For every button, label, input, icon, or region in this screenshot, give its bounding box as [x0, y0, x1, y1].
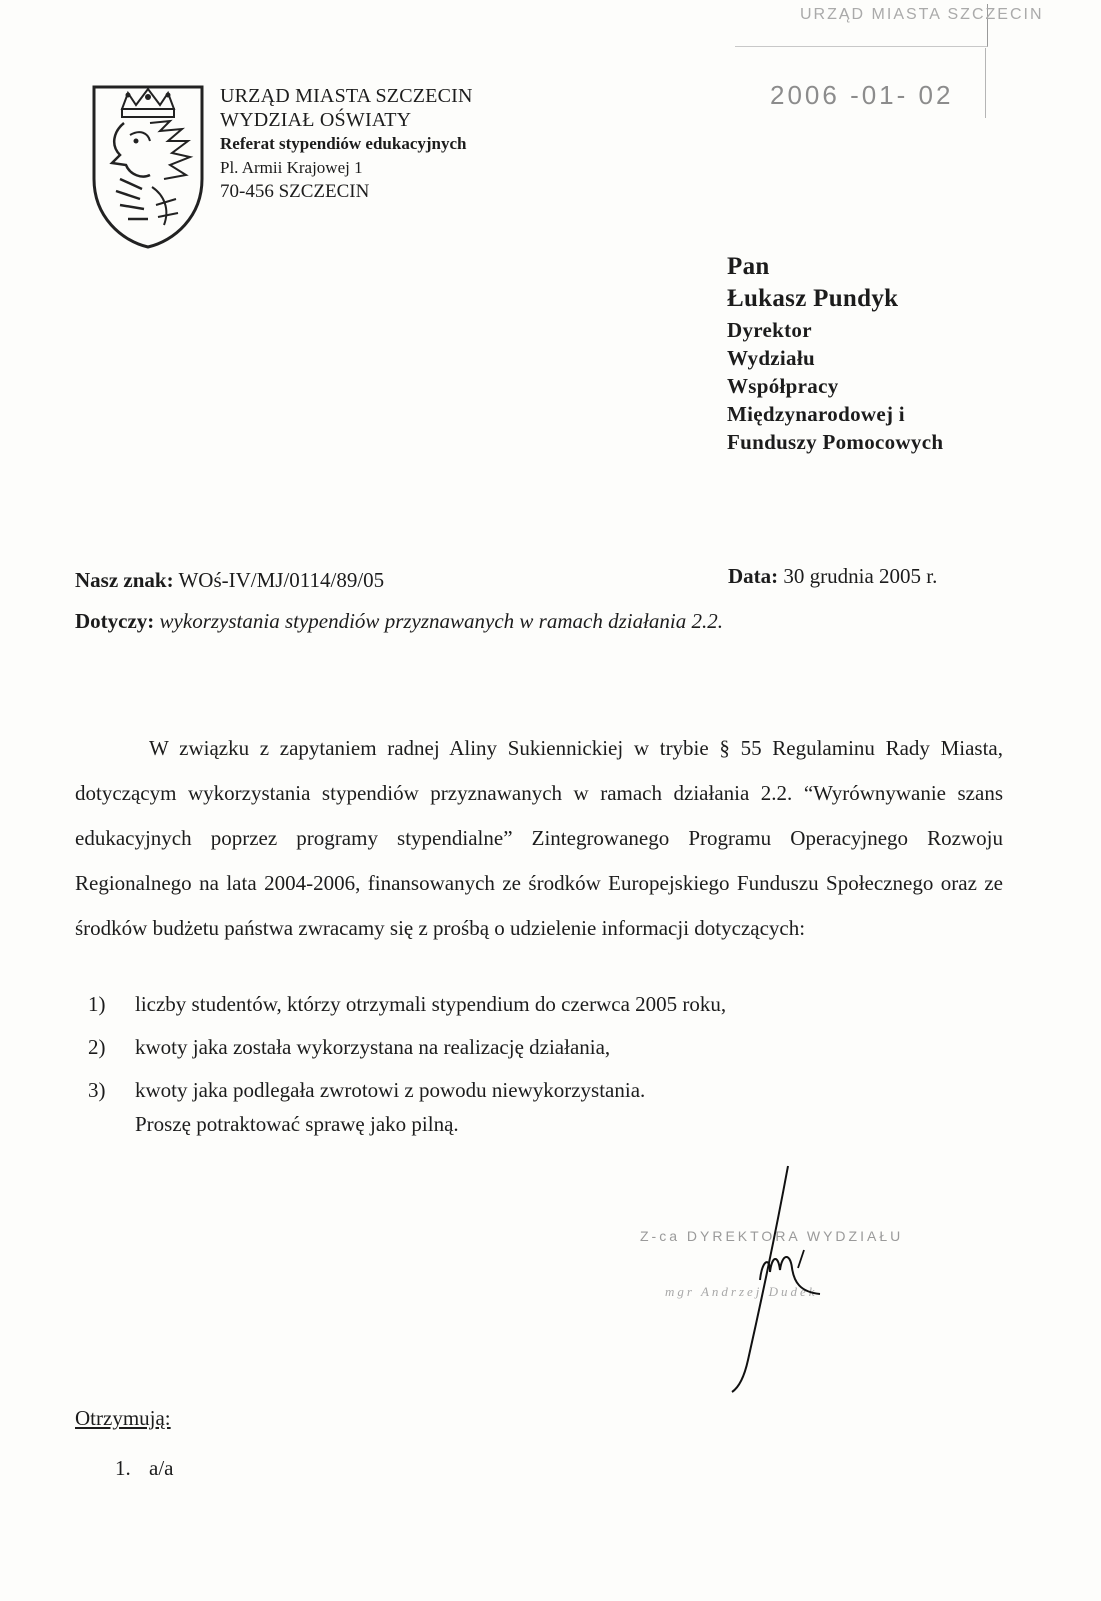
letterhead-city: 70-456 SZCZECIN — [220, 181, 370, 202]
recipient-salutation: Pan — [727, 253, 770, 280]
recipients-heading: Otrzymują: — [75, 1406, 171, 1430]
letterhead-department: WYDZIAŁ OŚWIATY — [220, 109, 412, 131]
subject-line — [75, 609, 723, 634]
recipient-title-line: Współpracy — [727, 374, 839, 398]
recipient-title-line: Dyrektor — [727, 318, 812, 342]
list-item-text: kwoty jaka podlegała zwrotowi z powodu niewykorzystania. — [135, 1078, 646, 1102]
recipients-item-number: 1. — [115, 1456, 131, 1480]
reference-label: Nasz znak: — [75, 568, 174, 592]
recipient-block — [727, 252, 943, 456]
reference-number — [75, 568, 384, 593]
list-item-number: 2) — [88, 1035, 106, 1059]
subject-value: wykorzystania stypendiów przyznawanych w ramach działania 2.2. — [159, 609, 724, 633]
recipient-title-line: Wydziału — [727, 346, 815, 370]
date-value: 30 grudnia 2005 r. — [783, 564, 938, 588]
letterhead — [220, 84, 473, 204]
list-item-text: kwoty jaka została wykorzystana na realizację działania, — [135, 1035, 611, 1059]
letter-date — [728, 564, 937, 589]
date-label: Data: — [728, 564, 779, 588]
list-item-number: 3) — [88, 1078, 106, 1102]
receipt-stamp-divider — [985, 48, 986, 118]
letterhead-unit: Referat stypendiów edukacyjnych — [220, 134, 467, 153]
signature-stamp-name: mgr Andrzej Dudek — [665, 1284, 818, 1299]
handwritten-signature — [620, 1160, 880, 1400]
recipient-name: Łukasz Pundyk — [727, 285, 899, 312]
list-item-text: liczby studentów, którzy otrzymali stypendium do czerwca 2005 roku, — [135, 992, 727, 1016]
closing-sentence: Proszę potraktować sprawę jako pilną. — [135, 1112, 459, 1136]
letterhead-office: URZĄD MIASTA SZCZECIN — [220, 85, 473, 107]
receipt-stamp-date: 2006 -01- 02 — [770, 80, 954, 110]
subject-label: Dotyczy: — [75, 609, 155, 633]
recipient-title-line: Funduszy Pomocowych — [727, 430, 944, 454]
letterhead-street: Pl. Armii Krajowej 1 — [220, 158, 363, 177]
receipt-stamp-text: URZĄD MIASTA SZCZECIN — [800, 6, 1044, 23]
recipients-item-text: a/a — [149, 1456, 174, 1480]
body-paragraph: W związku z zapytaniem radnej Aliny Sukiennickiej w trybie § 55 Regulaminu Rady Miasta, dotyczącym wykorzystania stypendiów przyznawanych w ramach działania 2.2. “Wyrównywanie szans edukacyjnych poprzez programy stypendialne” Zintegrowanego Programu Operacyjnego Rozwoju Regionalnego na lata 2004-2006, finansowanych ze środków Europejskiego Funduszu Społecznego oraz ze środków budżetu państwa zwracamy się z prośbą o udzielenie informacji dotyczących: — [75, 736, 1003, 940]
reference-value: WOś-IV/MJ/0114/89/05 — [178, 568, 385, 592]
city-coat-of-arms-logo — [90, 83, 206, 251]
list-item-number: 1) — [88, 992, 106, 1016]
recipients-item — [115, 1456, 173, 1481]
recipient-title-line: Międzynarodowej i — [727, 402, 905, 426]
signature-stamp-title: Z-ca DYREKTORA WYDZIAŁU — [640, 1228, 904, 1244]
